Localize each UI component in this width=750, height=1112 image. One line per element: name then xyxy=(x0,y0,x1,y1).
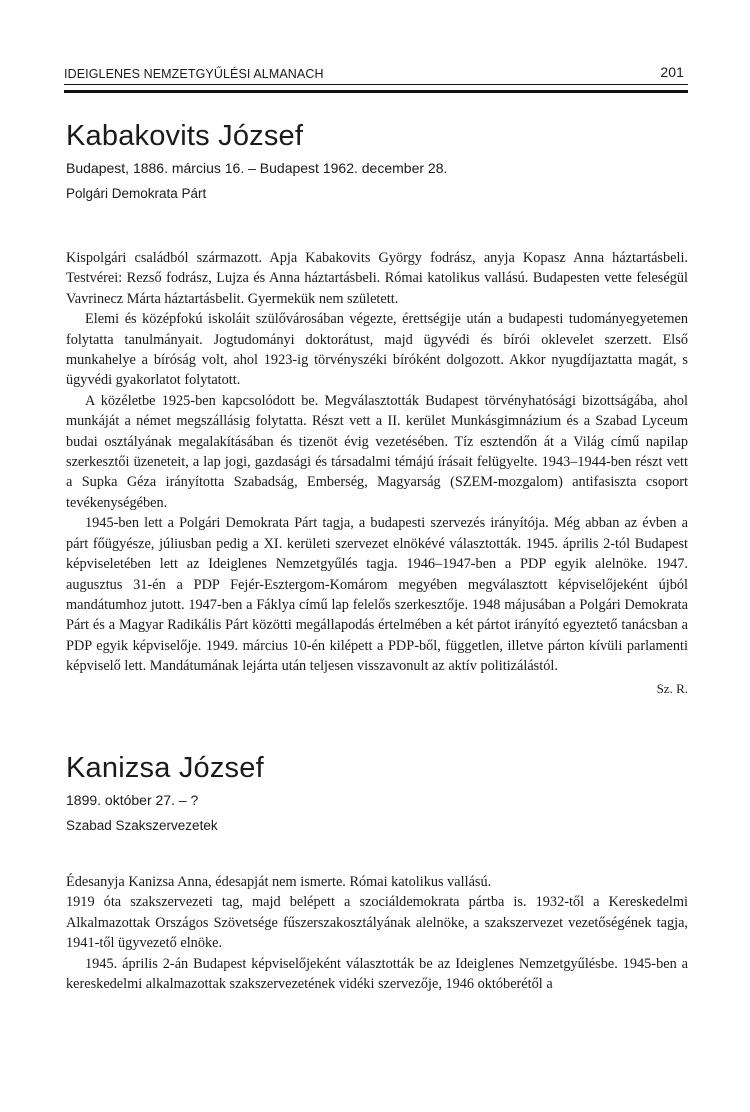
author-signature: Sz. R. xyxy=(656,680,688,696)
running-header-title: IDEIGLENES NEMZETGYŰLÉSI ALMANACH xyxy=(64,67,324,81)
paragraph: Kispolgári családból származott. Apja Kabakovits György fodrász, anyja Kopasz Anna háztartásbeli. Testvérei: Rezső fodrász, Lujza és Anna háztartásbeli. Római katolikus vallású. Budapesten vette feleségül Vavrinecz Márta háztartásbelit. Gyermekük nem született. xyxy=(66,250,688,307)
paragraph: 1945. április 2-án Budapest képviselőjeként választották be az Ideiglenes Nemzetgyűlésbe. 1945-ben a kereskedelmi alkalmazottak szakszervezetének vidéki szervezője, 1946 októberétől a xyxy=(66,955,688,993)
header-rule-thick xyxy=(64,90,688,93)
entry-kabakovits-heading xyxy=(66,118,688,203)
paragraph: 1919 óta szakszervezeti tag, majd belépett a szociáldemokrata pártba is. 1932-től a Kereskedelmi Alkalmazottak Országos Szövetsége fűszerszakosztályának alelnöke, a szakszervezet vezetőségének tagja, 1941-től ügyvezető elnöke. xyxy=(66,894,688,952)
running-header xyxy=(64,64,686,84)
paragraph: A közéletbe 1925-ben kapcsolódott be. Megválasztották Budapest törvényhatósági bizottságába, ahol munkáját a német megszállásig folytatta. Részt vett a II. kerület Munkásgimnázium és a Szabad Lyceum budai osztályának megalakításában és tizenöt évig vezetésében. Tíz esztendőn át a Világ című napilap szerkesztői üzeneteit, a lap jogi, gazdasági és társadalmi témájú írásait felügyelte. 1943–1944-ben részt vett a Supka Géza irányította Szabadság, Emberség, Magyarság (SZEM-mozgalom) antifasiszta csoport tevékenységében. xyxy=(66,392,688,511)
entry-party: Szabad Szakszervezetek xyxy=(66,818,218,833)
paragraph: Édesanyja Kanizsa Anna, édesapját nem ismerte. Római katolikus vallású. xyxy=(66,874,492,890)
entry-dates: Budapest, 1886. március 16. – Budapest 1962. december 28. xyxy=(66,160,448,176)
entry-kabakovits-body xyxy=(66,248,688,699)
entry-kanizsa-body xyxy=(66,872,688,994)
entry-party: Polgári Demokrata Párt xyxy=(66,186,207,201)
entry-dates: 1899. október 27. – ? xyxy=(66,792,199,808)
entry-kanizsa-heading xyxy=(66,750,688,835)
paragraph: Elemi és középfokú iskoláit szülővárosában végezte, érettségije után a budapesti tudományegyetemen folytatta tanulmányait. Jogtudományi doktorátust, majd ügyvédi és bírói oklevelet szerzett. Első munkahelye a bíróság volt, ahol 1923-ig törvényszéki bíróként dolgozott. Akkor nyugdíjaztatta magát, s ügyvédi gyakorlatot folytatott. xyxy=(66,311,688,389)
header-rule-thin xyxy=(64,84,688,85)
entry-name: Kanizsa József xyxy=(66,752,264,784)
paragraph: 1945-ben lett a Polgári Demokrata Párt tagja, a budapesti szervezés irányítója. Még abban az évben a párt főügyésze, júliusban pedig a XI. kerületi szervezet elnökévé választották. 1945. április 2-tól Budapest képviseletében lett az Ideiglenes Nemzetgyűlés tagja. 1946–1947-ben a PDP egyik alelnöke. 1947. augusztus 31-én a PDP Fejér-Esztergom-Komárom megyében megválasztott képviselőjeként újból mandátumhoz jutott. 1947-ben a Fáklya című lap felelős szerkesztője. 1948 májusában a Polgári Demokrata Párt és a Magyar Radikális Párt közötti megállapodás értelmében a két pártot irányító egyeztető tanácsban a PDP egyik képviselője. 1949. március 10-én kilépett a PDP-ből, független, illetve párton kívüli parlamenti képviselő lett. Mandátumának lejárta után teljesen visszavonult az aktív politizálástól. xyxy=(66,515,688,675)
entry-name: Kabakovits József xyxy=(66,120,304,152)
page-number: 201 xyxy=(660,64,684,80)
